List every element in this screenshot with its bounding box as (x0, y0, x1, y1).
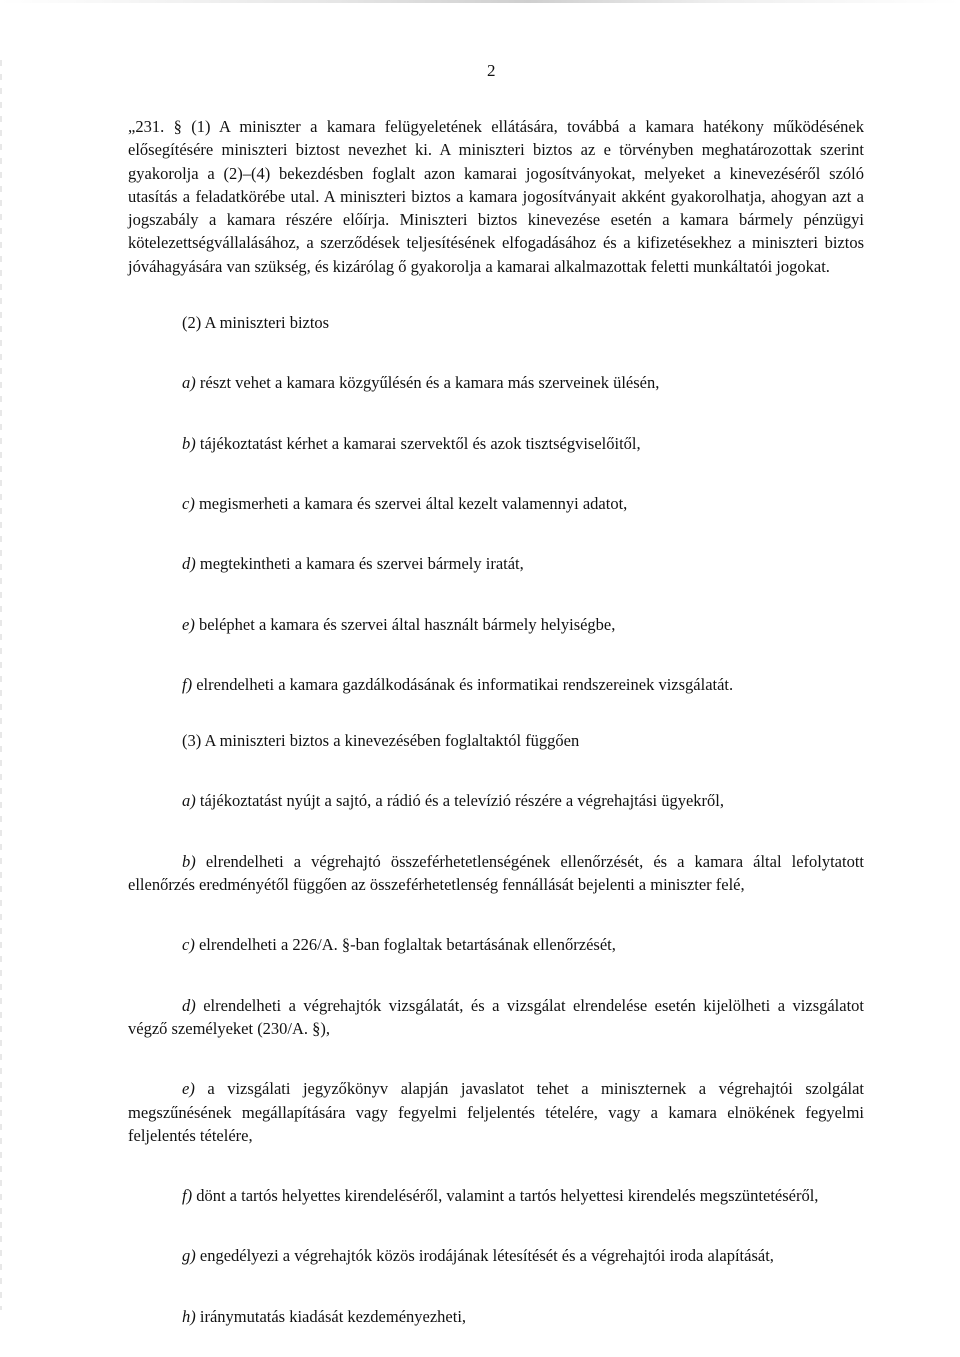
item-letter: f) (182, 674, 193, 694)
item-letter: b) (182, 433, 196, 453)
item-text: megismerheti a kamara és szervei által kezelt valamennyi adatot, (198, 493, 628, 513)
item-text: részt vehet a kamara közgyűlésén és a kamara más szerveinek ülésén, (199, 373, 660, 393)
item-text: megtekintheti a kamara és szervei bármely iratát, (199, 554, 524, 574)
item-letter: b) (182, 851, 196, 871)
item-letter: e) (182, 614, 195, 634)
page-number: 2 (487, 61, 496, 80)
section-231-paragraph-1: „231. § (1) A miniszter a kamara felügyeletének ellátására, továbbá a kamara hatékony működésének elősegítésére miniszteri biztost nevezhet ki. A miniszteri biztos az e törvényben meghatározottak szerint gyakorolja a (2)–(4) bekezdésben foglalt azon kamarai jogosítványokat, melyeket a kinevezéséről szóló utasítás a feladatkörébe utal. A miniszteri biztos a kamara jogosítványait akként gyakorolhatja, ahogyan azt a jogszabály a kamara részére előírja. Miniszteri biztos kinevezése esetén a kamara bármely pénzügyi kötelezettségvállalásához, a szerződések teljesítésének elfogadásához és a kifizetésekhez a miniszteri biztos jóváhagyására van szükség, és kizárólag ő gyakorolja a kamarai alkalmazottak feletti munkáltatói jogokat. (128, 117, 864, 276)
item-text: engedélyezi a végrehajtók közös irodájának létesítését és a végrehajtói iroda alapítását, (199, 1246, 774, 1266)
item-letter: d) (182, 554, 196, 574)
scan-top-edge (0, 0, 960, 3)
subsection-2-item-b (128, 432, 864, 455)
subsection-2-item-a (128, 371, 864, 394)
item-text: elrendelheti a kamara gazdálkodásának és informatikai rendszereinek vizsgálatát. (196, 674, 734, 694)
subsection-3-item-a (128, 789, 864, 812)
scan-left-edge (0, 60, 2, 1310)
document-body (128, 115, 864, 1328)
item-text: elrendelheti a végrehajtó összeférhetetlenségének ellenőrzését, és a kamara által lefolytatott ellenőrzés eredményétől függően az összeférhetetlenség fennállását bejelenti a miniszter felé, (128, 851, 865, 895)
item-letter: c) (182, 493, 195, 513)
item-text: beléphet a kamara és szervei által használt bármely helyiségbe, (198, 614, 616, 634)
item-text: iránymutatás kiadását kezdeményezheti, (199, 1306, 467, 1326)
item-text: tájékoztatást kérhet a kamarai szervektől és azok tisztségviselőitől, (199, 433, 641, 453)
item-letter: a) (182, 373, 196, 393)
subsection-3-item-d (128, 994, 864, 1041)
subsection-2-item-f (128, 673, 864, 696)
item-letter: d) (182, 995, 196, 1015)
item-text: elrendelheti a végrehajtók vizsgálatát, és a vizsgálat elrendelése esetén kijelölheti a vizsgálatot végző személyeket (230/A. §), (128, 995, 865, 1038)
subsection-3-item-g (128, 1244, 864, 1267)
subsection-3-intro: (3) A miniszteri biztos a kinevezésében foglaltaktól függően (182, 731, 580, 751)
item-text: a vizsgálati jegyzőkönyv alapján javaslatot tehet a miniszternek a végrehajtói szolgálat megszűnésének megállapítására vagy fegyelmi feljelentés tételére, vagy a kamara elnökének fegyelmi feljelentés tételére, (128, 1079, 865, 1145)
subsection-2-intro: (2) A miniszteri biztos (182, 313, 330, 333)
subsection-3-item-c (128, 933, 864, 956)
item-letter: a) (182, 791, 196, 811)
subsection-2-item-c (128, 492, 864, 515)
item-text: tájékoztatást nyújt a sajtó, a rádió és a televízió részére a végrehajtási ügyekről, (199, 791, 724, 811)
item-letter: c) (182, 935, 195, 955)
subsection-2-item-e (128, 613, 864, 636)
item-letter: e) (182, 1079, 195, 1099)
subsection-3-item-b (128, 850, 864, 897)
subsection-3-item-h (128, 1305, 864, 1328)
item-letter: f) (182, 1186, 193, 1206)
item-letter: g) (182, 1246, 196, 1266)
item-text: elrendelheti a 226/A. §-ban foglaltak betartásának ellenőrzését, (198, 935, 616, 955)
subsection-2-item-d (128, 552, 864, 575)
subsection-3-item-e (128, 1077, 864, 1147)
subsection-3-item-f (128, 1184, 864, 1207)
item-text: dönt a tartós helyettes kirendeléséről, valamint a tartós helyettesi kirendelés megszüntetéséről, (196, 1186, 819, 1206)
item-letter: h) (182, 1306, 196, 1326)
